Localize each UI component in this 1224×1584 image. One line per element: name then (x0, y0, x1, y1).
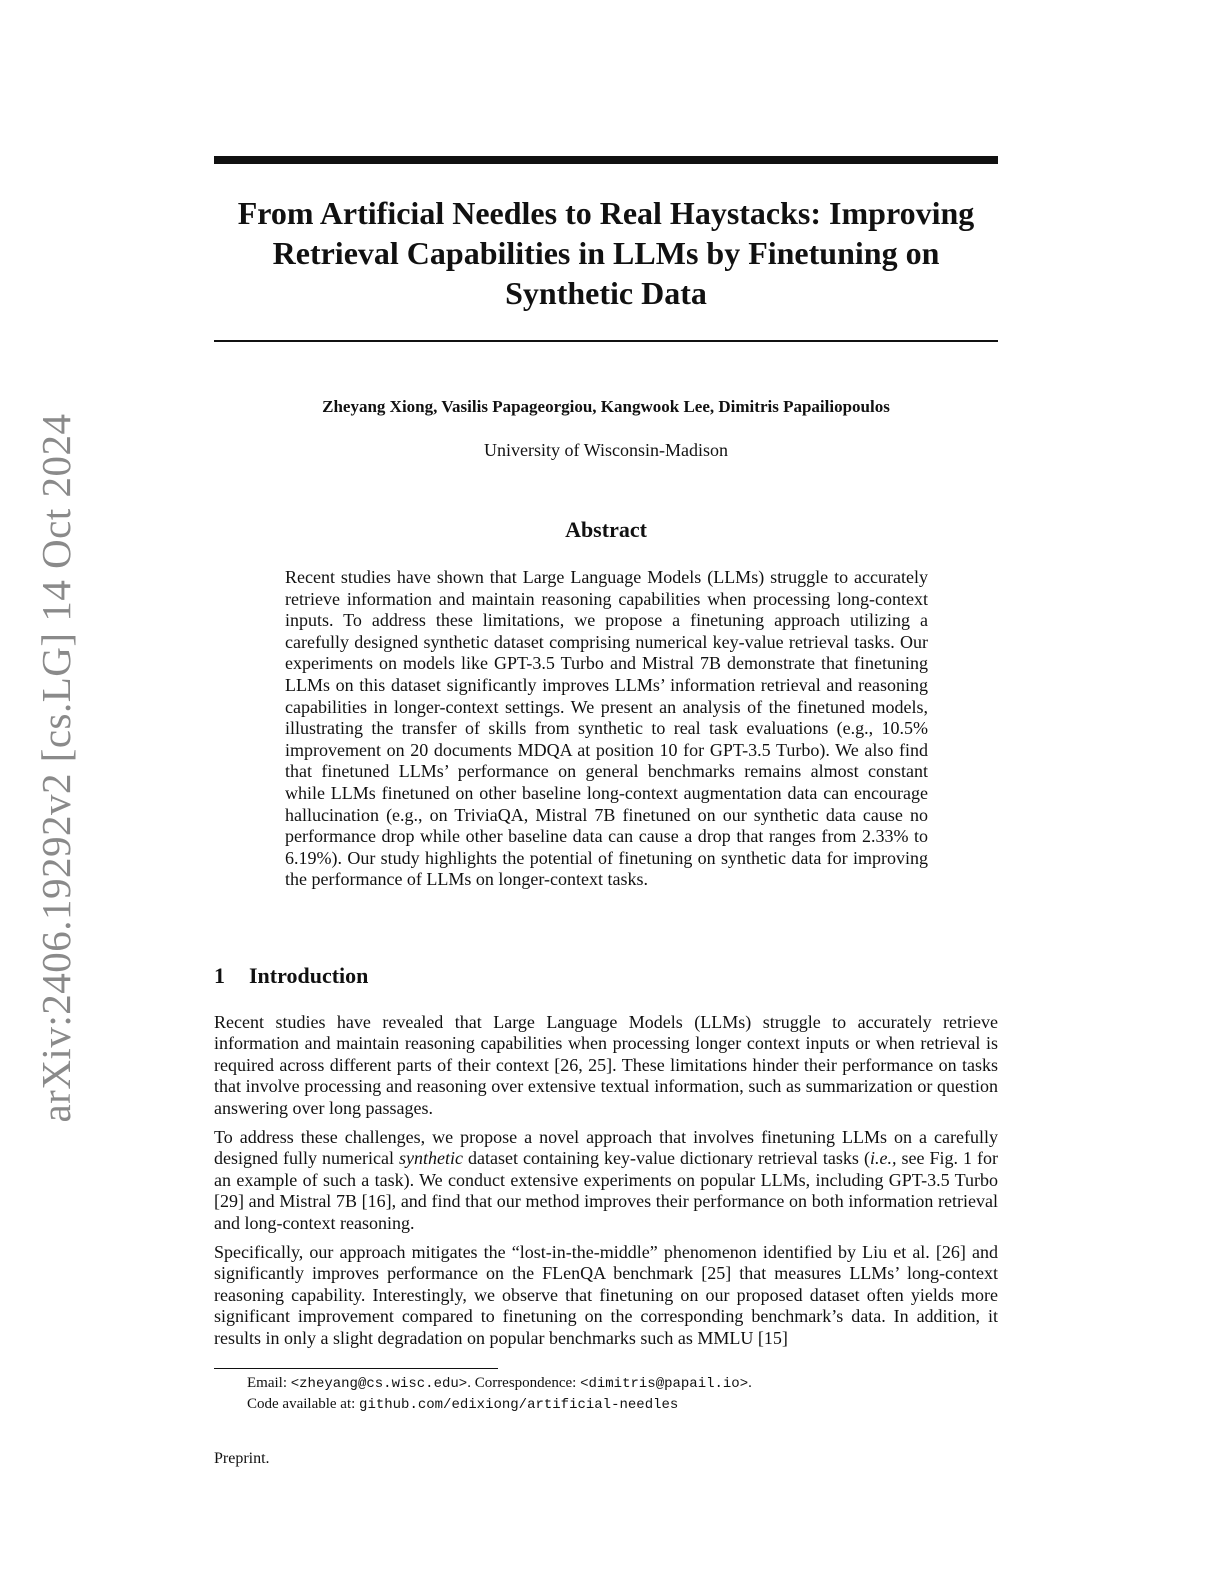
email-label: Email: (247, 1375, 291, 1391)
intro-paragraph-3: Specifically, our approach mitigates the “lost-in-the-middle” phenomenon identified by Liu et al. [26] and significantly improves performance on the FLenQA benchmark [25] that measures LLMs’ long-context reasoning capability. Interestingly, we observe that finetuning on our proposed dataset often yields more significant improvement compared to finetuning on the corresponding benchmark’s data. In addition, it results in only a slight degradation on popular benchmarks such as MMLU [15] (214, 1242, 998, 1348)
abstract-heading: Abstract (565, 517, 647, 542)
footnote-period: . (748, 1375, 752, 1391)
footnotes (247, 1373, 997, 1415)
title-top-rule (214, 156, 998, 164)
preprint-label: Preprint. (214, 1450, 270, 1467)
footnote-code (247, 1394, 997, 1415)
footnote-contact (247, 1373, 997, 1394)
intro-p2-emphasis-synthetic: synthetic (399, 1148, 463, 1169)
section-heading-introduction (214, 962, 368, 990)
intro-paragraph-1: Recent studies have revealed that Large Language Models (LLMs) struggle to accurately retrieve information and maintain reasoning capabilities when processing longer context inputs or when retrieval is required across different parts of their context [26, 25]. These limitations hinder their performance on tasks that involve processing and reasoning over extensive textual information, such as summarization or question answering over long passages. (214, 1012, 998, 1118)
introduction-body (214, 1012, 998, 1357)
code-repository-link[interactable]: github.com/edixiong/artificial-needles (359, 1397, 679, 1413)
correspondence-label: . Correspondence: (467, 1375, 581, 1391)
section-number: 1 (214, 963, 225, 988)
intro-p2-emphasis-ie: i.e., (869, 1148, 897, 1169)
arxiv-identifier-stamp: arXiv:2406.19292v2 [cs.LG] 14 Oct 2024 (33, 413, 79, 1123)
intro-p2-text-c: see Fig. 1 for an example of such a task). We conduct extensive experiments on popular LLMs, including GPT-3.5 Turbo [29] and Mistral 7B [16], and find that our method improves their performance on both information retrieval and long-context reasoning. (214, 1148, 998, 1233)
paper-title (214, 193, 998, 313)
affiliation: University of Wisconsin-Madison (484, 440, 728, 460)
author-email-link[interactable]: <zheyang@cs.wisc.edu> (290, 1376, 468, 1392)
correspondence-email-link[interactable]: <dimitris@papail.io> (580, 1376, 749, 1392)
section-title: Introduction (249, 963, 369, 988)
abstract-text: Recent studies have shown that Large Language Models (LLMs) struggle to accurately retrieve information and maintain reasoning capabilities when processing long-context inputs. To address these limitations, we propose a finetuning approach utilizing a carefully designed synthetic dataset comprising numerical key-value retrieval tasks. Our experiments on models like GPT-3.5 Turbo and Mistral 7B demonstrate that finetuning LLMs on this dataset significantly improves LLMs’ information retrieval and reasoning capabilities in longer-context settings. We present an analysis of the finetuned models, illustrating the transfer of skills from synthetic to real task evaluations (e.g., 10.5% improvement on 20 documents MDQA at position 10 for GPT-3.5 Turbo). We also find that finetuned LLMs’ performance on general benchmarks remains almost constant while LLMs finetuned on other baseline long-context augmentation data can encourage hallucination (e.g., on TriviaQA, Mistral 7B finetuned on our synthetic data cause no performance drop while other baseline data can cause a drop that ranges from 2.33% to 6.19%). Our study highlights the potential of finetuning on synthetic data for improving the performance of LLMs on longer-context tasks. (285, 567, 928, 890)
intro-p2-text-a: To address these challenges, we propose a novel approach that involves finetuning LLMs on a carefully designed fully numerical (214, 1127, 998, 1169)
intro-p2-text-b: dataset containing key-value dictionary retrieval tasks ( (462, 1148, 870, 1169)
title-bottom-rule (214, 340, 998, 342)
code-label: Code available at: (247, 1396, 360, 1412)
title-line-2: Retrieval Capabilities in LLMs by Finetuning on (272, 235, 940, 271)
title-line-3: Synthetic Data (505, 275, 707, 311)
footnote-rule (214, 1368, 498, 1369)
title-line-1: From Artificial Needles to Real Haystacks: Improving (237, 195, 975, 231)
intro-paragraph-2 (214, 1127, 998, 1234)
author-list: Zheyang Xiong, Vasilis Papageorgiou, Kangwook Lee, Dimitris Papailiopoulos (322, 397, 890, 416)
